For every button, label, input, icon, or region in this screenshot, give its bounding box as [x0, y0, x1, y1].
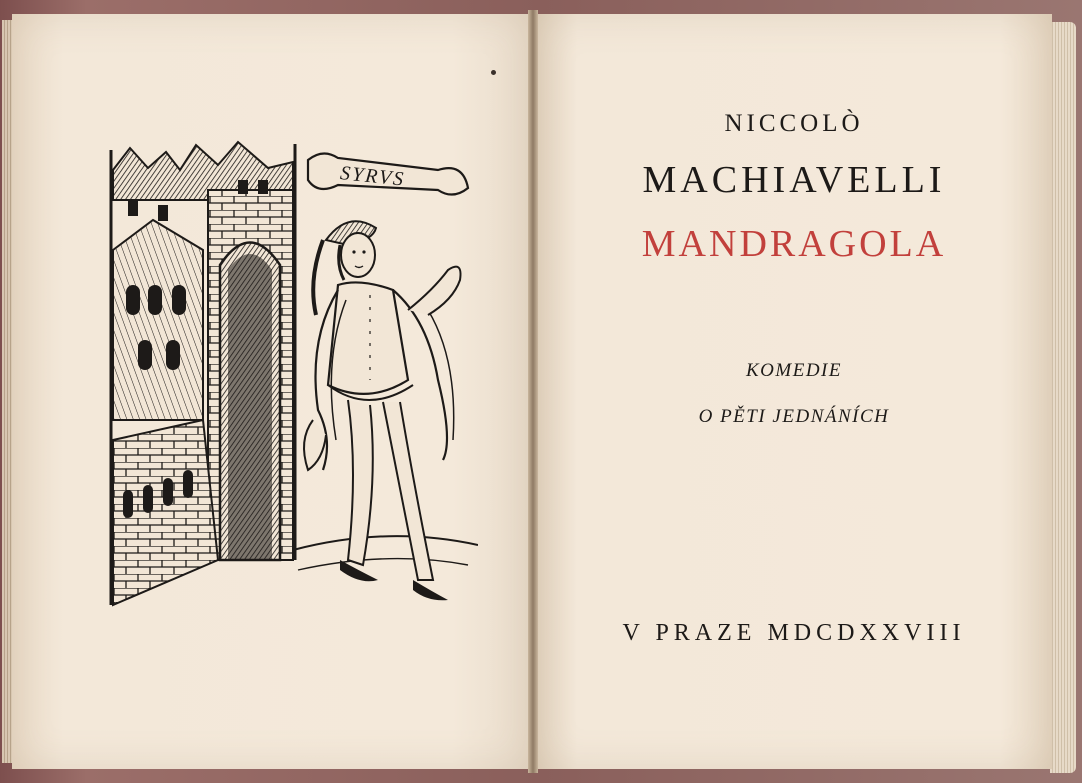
book-title: MANDRAGOLA	[641, 223, 947, 265]
subtitle-line-2: O PĚTI JEDNÁNÍCH	[698, 406, 890, 427]
author-last-name: MACHIAVELLI	[642, 159, 946, 201]
woodcut-illustration	[108, 140, 478, 610]
author-first-name: NICCOLÒ	[724, 110, 864, 137]
ink-speck	[491, 70, 496, 75]
banner-label: SYRVS	[339, 162, 407, 191]
imprint: V PRAZE MDCDXXVIII	[622, 620, 966, 646]
subtitle-line-1: KOMEDIE	[746, 360, 842, 381]
right-page-edges	[1050, 22, 1076, 773]
